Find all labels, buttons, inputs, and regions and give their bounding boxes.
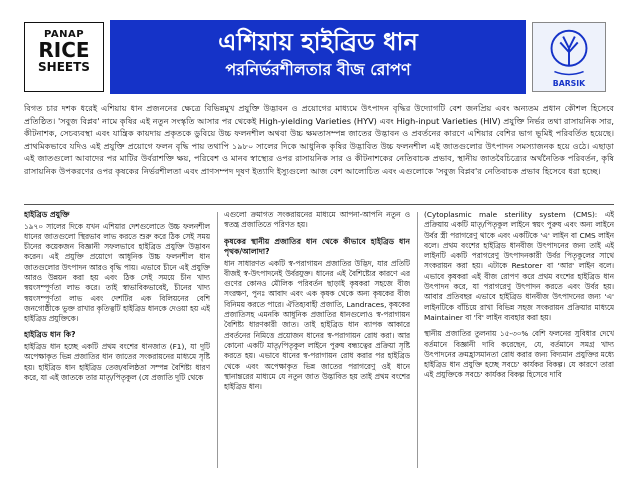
paragraph-local-vs-hybrid: ধান সাধারণত একটি স্ব-পরাগায়ন প্রজাতির উদ্ভিদ, যার প্রতিটি বীজই স্ব-উৎপাদনেই উর্বরযুক্ত। ধানের এই বৈশিষ্ট্যের কারণে এর গুণের কোনও মৌলিক পরিবর্তন ছাড়াই কৃষকরা সহজে বীজ সংরক্ষণ, পুনঃ আবাদ এবং এক কৃষক থেকে অন্য কৃষকের বীজ বিনিময় করতে পারে। ঐতিহ্যবাহী প্রজাতি, Landraces, কৃষকের প্রজাতিসহ এমনকি আধুনিক প্রজাতির ধানগুলোও স্ব-পরাগায়ন বৈশিষ্ট্য ধারণকারী জাত। তাই হাইব্রিড ধান ব্যাপক আকারে প্রবর্তনের নিমিত্তে প্রয়োজন ধানের স্ব-পরাগায়ন রোধ করা। আর কোনো একটি মাতৃ/পিতৃকুল লাইনে পুরুষ বন্ধ্যত্বের প্রক্রিয়া সৃষ্টি করতে হয়। এভাবে ধানের স্ব-পরাগায়ন রোধ করার পর হাইব্রিড থেকে এবং অপেক্ষাকৃত ভিন্ন জাতের পরাগরেণু ওই ধানে স্থানান্তরের মাধ্যমে যে নতুন জাত উদ্ভাবিত হয় তাই প্রথম বংশের হাইব্রিড ধান। <box>224 258 410 392</box>
column-divider <box>417 212 418 468</box>
column-1 <box>24 210 210 472</box>
paragraph-hybrid-technology: ১৯৭০ সালের দিকে যখন এশিয়ার দেশগুলোতে উচ্চ ফলনশীল ধানের জাতগুলো স্থিরভাব লাভ করতে শুরু করে ঠিক সেই সময় চীনের কয়েকজন বিজ্ঞানী সফলভাবে হাইব্রিড প্রযুক্তি উদ্ভাবন করেন। এই প্রযুক্তি প্রয়োগে আধুনিক উচ্চ ফলনশীল ধান জাতগুলোর উৎপাদন আরও বৃদ্ধি পায়। এভাবে চীনে এই প্রযুক্তি আরও উন্নয়ন করা হয় এবং ঠিক সেই সময়ে চীন খাদ্য স্বয়ংসম্পূর্ণতা লাভ করে। তাই স্বাভাবিকভাবেই, চীনের খাদ্য স্বয়ংসম্পূর্ণতা লাভ এবং দেশটির এক বিলিয়নের বেশি জনগোষ্ঠীকে ভুক্ত রাখার কৃতিত্বটি হাইব্রিড ধানকে দেওয়া হয় এই হাইব্রিড প্রযুক্তিকে। <box>24 221 210 324</box>
heading-local-vs-hybrid: কৃষকের স্থানীয় প্রজাতির ধান থেকে কীভাবে হাইব্রিড ধান পৃথক/আলাদা? <box>224 236 410 257</box>
panap-rice-sheets-logo <box>24 22 104 92</box>
header <box>24 20 614 94</box>
page-subtitle: পরনির্ভরশীলতার বীজ রোপণ <box>225 60 411 79</box>
logo-line-panap: PANAP <box>43 29 85 40</box>
title-banner <box>110 20 526 94</box>
paragraph-continuation: এগুলো ক্রমাগত সংকরায়নের মাধ্যমে আপনা-আপনি নতুন ও স্বতন্ত্র প্রজাতিতে পরিণত হয়। <box>224 210 410 230</box>
heading-what-is-hybrid-rice: হাইব্রিড ধান কি? <box>24 330 76 340</box>
barsik-logo <box>532 22 606 92</box>
intro-paragraph: বিগত চার দশক ধরেই এশিয়ায় ধান প্রজননের ক্ষেত্রে বিভিন্নমুখ প্রযুক্তি উদ্ভাবন ও প্রয়োগের মাধ্যমে উৎপাদন বৃদ্ধির উদ্যোগটি বেশ জনপ্রিয় এবং অন্যতম প্রধান কৌশল হিসেবে প্রতিষ্ঠিত। 'সবুজ বিপ্লব' নামে কৃষির এই নতুন সংস্কৃতি আসার পর থেকেই High-yielding Varieties (HYV) এবং High-input Varieties (HIV) প্রযুক্তি নির্ভর তথা রাসায়নিক সার, কীটনাশক, সেচব্যবস্থা এবং যান্ত্রিক কায়দায় প্রকৃতকে ডুবিয়ে উচ্চ ফলনশীল অথবা উচ্চ ক্ষমতাসম্পন্ন জাতের উদ্ভাবন ও প্রবর্তনের কারণে এশিয়ার বেশির ভাগ ভূমিই পরিবর্তিত হয়েছে। প্রাথমিকভাবে যদিও এই প্রযুক্তি প্রয়োগে ফলন বৃদ্ধি পায় তথাপি ১৯৮০ সালের দিকে আধুনিক কৃষির উদ্ভাবিত উচ্চ ফলনশীল এই জাতগুলোর উৎপাদন সমস্যাজনক হয়ে ওঠে। এছাড়া এই জাতগুলো আবাদের পর মাটির উর্বরাশক্তি ক্ষয়, পরিবেশ ও মানব স্বাস্থ্যের ওপর রাসায়নিক সার ও কীটনাশকের নেতিবাচক প্রভাব, স্থানীয় জাতবৈচিত্র্যের অর্থনৈতিক পরিবর্তন, কৃষি রাসায়নিক উপকরণের ওপর কৃষকের নির্ভরশীলতা এবং প্রাণসম্পদ দূষণ ইত্যাদি ইস্যুগুলো আজ বেশ আলোচিত এবং এগুলোকে 'সবুজ বিপ্লব'র নেতিবাচক প্রভাব হিসেবে ধরা হচ্ছে। <box>24 103 614 176</box>
section-divider <box>24 204 614 205</box>
column-2 <box>224 210 410 472</box>
rice-sheet-page <box>14 14 620 476</box>
column-divider <box>217 212 218 468</box>
tree-emblem-icon <box>533 23 605 91</box>
barsik-logo-text: BARSIK <box>552 79 586 89</box>
paragraph-yield-claims: স্থানীয় প্রজাতির তুলনায় ১৫-৩০% বেশি ফলনের সুবিধার দেখে বর্তমানে বিজ্ঞানী দাবি করেছেন, যে, বর্তমানে সমগ্র খাদ্য উৎপাদনের ক্রমহ্রাসমানতা রোধ করার জন্য বিদ্যমান প্রযুক্তির মধ্যে হাইব্রিড ধান প্রযুক্তি হচ্ছে সবচে' কার্যকর বিকল্প। যে কারণে তারা এই প্রযুক্তিকে সবচে' কার্যকর বিকল্প হিসেবে দাবি <box>424 329 614 380</box>
logo-line-rice: RICE <box>38 38 90 62</box>
column-3 <box>424 210 614 472</box>
paragraph-what-is-hybrid-rice: হাইব্রিড ধান হচ্ছে একটি প্রথম বংশের ধানজাত (F1), যা দুটি অপেক্ষাকৃত ভিন্ন প্রজাতির ধান জাতের সংকরায়নের মাধ্যমে সৃষ্টি হয়। হাইব্রিড ধান হাইব্রিড তেজ/বলিষ্ঠতা সম্পন্ন বৈশিষ্ট্য ধারণ করে, যা এই জাতকে তার মাতৃ/পিতৃকুল (যে প্রজাতি দুটি থেকে <box>24 341 210 382</box>
logo-line-sheets: SHEETS <box>38 60 90 74</box>
heading-hybrid-technology: হাইব্রিড প্রযুক্তি <box>24 210 70 219</box>
paragraph-cms-system: (Cytoplasmic male sterility system (CMS): এই প্রক্রিয়ায় একটি মাতৃ/পিতৃকুল লাইনে স্বয়ং পুরুষ এবং অন্য লাইনে উর্বর স্ত্রী পরাগরেণু থাকে এবং একটিকে 'এ' লাইন বা CMS লাইন বলে। প্রথম বংশের হাইব্রিড ধানবীজ উৎপাদনের জন্য তাই এই লাইনটি একটি পরাগরেণু উৎপাদনকারী উর্বর পিতৃকুলের সাথে সংকরায়ন করা হয়। এটাকে Restorer বা 'আর' লাইন বলে। এভাবে কৃষকরা এই বীজ রোপণ করে প্রথম বংশের হাইব্রিড ধান উৎপাদন করে, যা পরাগরেণু উৎপাদন করতে এবং উর্বর হয়। আবার প্রতিবছর এভাবে হাইব্রিড ধানবীজ উৎপাদনের জন্য 'এ' লাইনটিকে বাঁচিয়ে রাখা বিভিন্ন সহজ সংকরায়ন প্রক্রিয়ার মাধ্যমে Maintainer বা 'বি' লাইন ব্যবহার করা হয়। <box>424 210 614 322</box>
page-title: এশিয়ায় হাইব্রিড ধান <box>218 28 418 56</box>
body-columns <box>24 210 614 472</box>
